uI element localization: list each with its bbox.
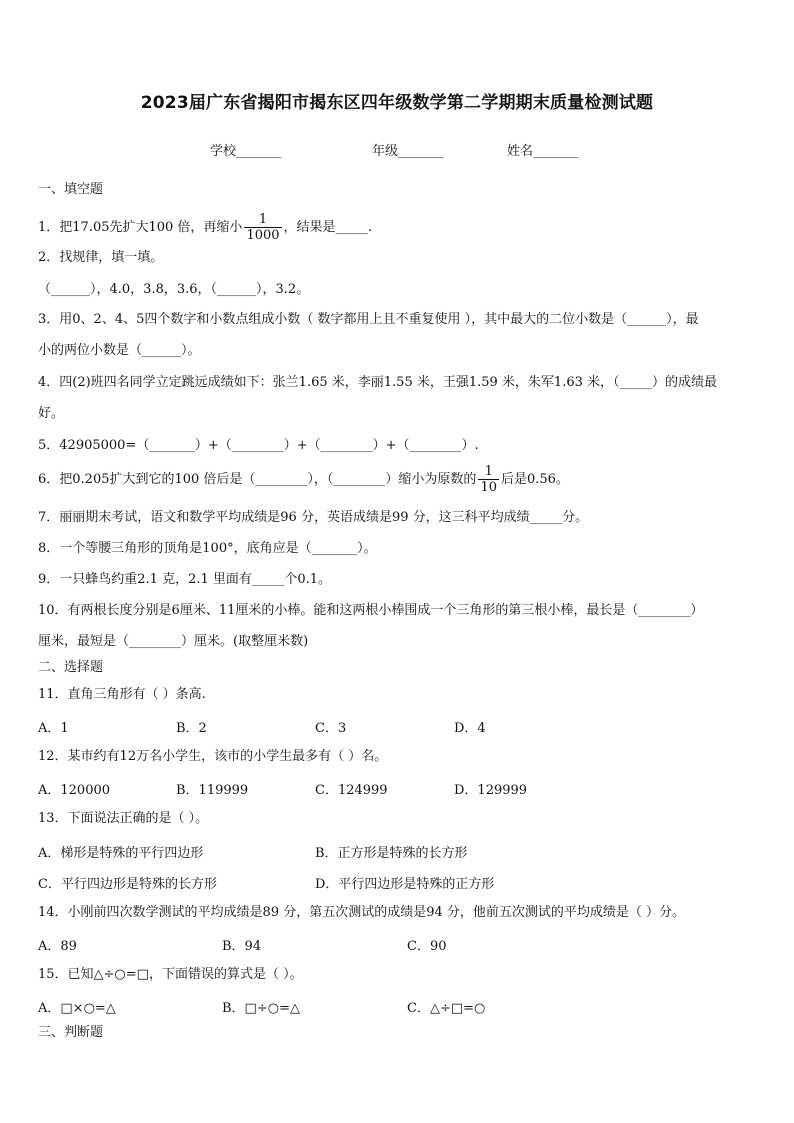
question-6-text-b: 后是0.56。 [500,472,569,487]
question-11-option-c[interactable]: C．3 [315,721,347,736]
question-12-option-d[interactable]: D．129999 [454,783,528,798]
question-13-option-c[interactable]: C．平行四边形是特殊的长方形 [38,877,217,892]
question-6-fraction [478,464,499,495]
question-12-option-b[interactable]: B．119999 [176,783,249,798]
fraction-numerator: 1 [484,464,493,479]
section-heading-fill-blank: 一、填空题 [38,182,104,197]
question-6 [38,464,569,495]
question-13: 13．下面说法正确的是（ ）。 [38,811,209,826]
question-9: 9．一只蜂鸟约重2.1 克，2.1 里面有_____个0.1。 [38,572,332,587]
question-13-option-b[interactable]: B．正方形是特殊的长方形 [315,846,468,861]
name-field: 姓名_______ [507,144,579,159]
section-heading-true-false: 三、判断题 [38,1025,104,1040]
question-11: 11．直角三角形有（ ）条高. [38,687,206,702]
question-14-option-a[interactable]: A．89 [38,939,77,954]
fraction-numerator: 1 [258,212,268,227]
question-3-line-1: 3．用0、2、4、5四个数字和小数点组成小数（ 数字都用上且不重复使用 ），其中最大的二位小数是（______），最 [38,312,699,327]
question-1 [38,212,372,243]
question-12: 12．某市约有12万名小学生，该市的小学生最多有（ ）名。 [38,749,388,764]
question-14: 14．小刚前四次数学测试的平均成绩是89 分，第五次测试的成绩是94 分，他前五次测试的平均成绩是（ ）分。 [38,905,686,920]
question-1-text-a: 1．把17.05先扩大100 倍，再缩小 [38,220,243,235]
question-11-option-d[interactable]: D．4 [454,721,486,736]
question-12-option-c[interactable]: C．124999 [315,783,388,798]
question-15-option-a[interactable]: A．□×○=△ [38,1001,116,1016]
page-title: 2023届广东省揭阳市揭东区四年级数学第二学期期末质量检测试题 [140,93,654,113]
section-heading-multiple-choice: 二、选择题 [38,660,104,675]
question-2-line-2: （______），4.0，3.8，3.6，（______），3.2。 [38,282,310,297]
question-12-option-a[interactable]: A．120000 [38,783,111,798]
question-5: 5．42905000=（_______）+（________）+（________）+（________）. [38,438,479,453]
fraction-denominator: 1000 [246,228,280,243]
question-15: 15．已知△÷○=□，下面错误的算式是（ ）。 [38,967,303,982]
question-7: 7．丽丽期末考试，语文和数学平均成绩是96 分，英语成绩是99 分，这三科平均成绩_____分。 [38,510,589,525]
grade-field: 年级_______ [372,144,444,159]
question-15-option-b[interactable]: B．□÷○=△ [222,1001,300,1016]
question-13-option-a[interactable]: A．梯形是特殊的平行四边形 [38,846,204,861]
question-10-line-2: 厘米，最短是（________）厘米。(取整厘米数) [38,634,309,649]
question-11-option-b[interactable]: B．2 [176,721,207,736]
question-1-fraction [244,212,281,243]
question-13-option-d[interactable]: D．平行四边形是特殊的正方形 [315,877,495,892]
question-15-option-c[interactable]: C．△÷□=○ [407,1001,486,1016]
question-6-text-a: 6．把0.205扩大到它的100 倍后是（________），（________）缩小为原数的 [38,472,477,487]
school-field: 学校_______ [210,144,282,159]
question-2-line-1: 2．找规律，填一填。 [38,250,164,265]
fraction-denominator: 10 [480,480,497,495]
question-3-line-2: 小的两位小数是（______）。 [38,343,201,358]
question-11-option-a[interactable]: A．1 [38,721,69,736]
question-10-line-1: 10．有两根长度分别是6厘米、11厘米的小棒。能和这两根小棒围成一个三角形的第三根小棒，最长是（________） [38,603,704,618]
question-4-line-2: 好。 [38,406,65,421]
question-14-option-c[interactable]: C．90 [407,939,447,954]
question-4-line-1: 4．四(2)班四名同学立定跳远成绩如下：张兰1.65 米，李丽1.55 米，王强1.59 米，朱军1.63 米，（_____）的成绩最 [38,375,717,390]
question-1-text-b: ，结果是_____. [283,220,373,235]
question-14-option-b[interactable]: B．94 [222,939,262,954]
question-8: 8．一个等腰三角形的顶角是100°，底角应是（_______）。 [38,541,377,556]
